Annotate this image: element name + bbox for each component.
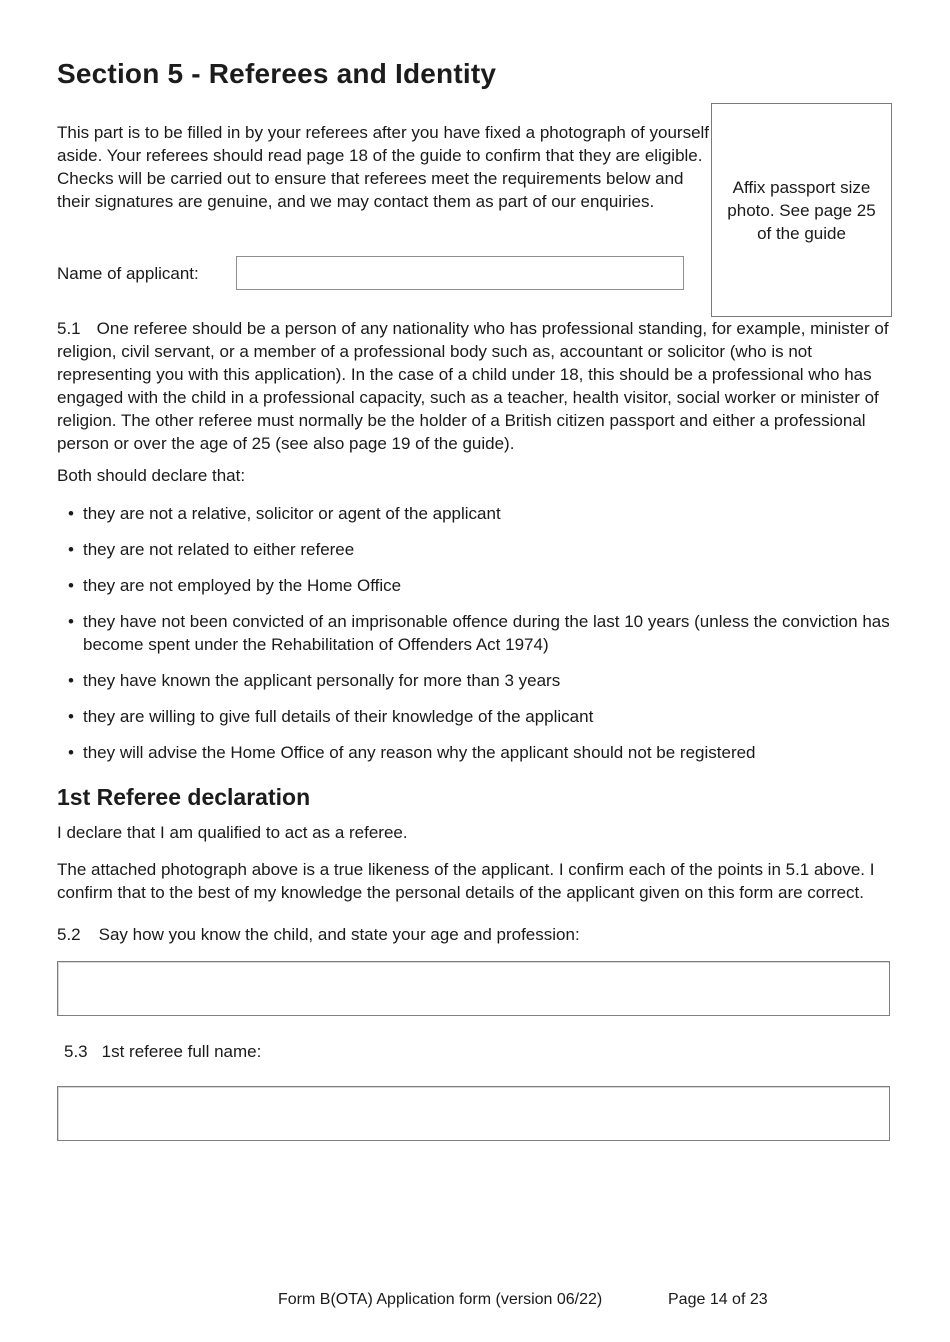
declaration-line-1: I declare that I am qualified to act as a referee. [57, 823, 408, 842]
bullet-item-2 [68, 538, 890, 561]
bullet-text-3: they are not employed by the Home Office [83, 576, 402, 595]
bullet-text-6: they are willing to give full details of their knowledge of the applicant [83, 707, 594, 726]
applicant-name-input[interactable] [236, 256, 684, 290]
photo-placeholder-text: Affix passport size photo. See page 25 of the guide [727, 177, 876, 243]
bullet-item-3 [68, 574, 890, 597]
clause-5-1-text: One referee should be a person of any nationality who has professional standing, for example, minister of religion, civil servant, or a member of a professional body such as, accountant or solicitor (who is not representing you with this application). In the case of a child under 18, this should be a professional who has engaged with the child in a professional capacity, such as a teacher, health visitor, social worker or minister of religion. The other referee must normally be the holder of a British citizen passport and either a professional person or over the age of 25 (see also page 19 of the guide). [57, 319, 889, 453]
question-5-2-text: Say how you know the child, and state your age and profession: [98, 925, 580, 944]
bullet-text-2: they are not related to either referee [83, 540, 355, 559]
question-5-2-input[interactable] [57, 961, 890, 1016]
bullet-text-5: they have known the applicant personally for more than 3 years [83, 671, 561, 690]
bullet-item-5 [68, 669, 890, 692]
applicant-name-label: Name of applicant: [57, 263, 199, 283]
bullet-item-6 [68, 705, 890, 728]
footer-page-number: Page 14 of 23 [668, 1291, 768, 1308]
bullet-text-7: they will advise the Home Office of any reason why the applicant should not be registered [83, 743, 756, 762]
clause-5-1 [57, 317, 890, 455]
bullet-item-7 [68, 741, 890, 764]
footer-form-id: Form B(OTA) Application form (version 06/22) [278, 1291, 603, 1308]
bullet-item-4 [68, 610, 890, 656]
bullet-text-1: they are not a relative, solicitor or agent of the applicant [83, 504, 501, 523]
declaration-line-2: The attached photograph above is a true likeness of the applicant. I confirm each of the points in 5.1 above. I confirm that to the best of my knowledge the personal details of the applicant given on this form are correct. [57, 860, 875, 902]
declaration-bullet-list [57, 502, 890, 764]
referee-declaration-heading: 1st Referee declaration [57, 784, 311, 810]
intro-paragraph: This part is to be filled in by your referees after you have fixed a photograph of yourself aside. Your referees should read page 18 of the guide to confirm that they are eligible. Checks will be carried out to ensure that referees meet the requirements below and their signatures are genuine, and we may contact them as part of our enquiries. [57, 123, 710, 211]
question-5-3-number: 5.3 [64, 1042, 88, 1061]
question-5-2-label [57, 923, 890, 946]
question-5-2-number: 5.2 [57, 925, 81, 944]
clause-5-1-number: 5.1 [57, 319, 81, 338]
question-5-3-text: 1st referee full name: [101, 1042, 262, 1061]
question-5-3-input[interactable] [57, 1086, 890, 1141]
photo-placeholder-box [711, 103, 892, 317]
bullet-text-4: they have not been convicted of an imprisonable offence during the last 10 years (unless the conviction has become spent under the Rehabilitation of Offenders Act 1974) [83, 612, 890, 654]
bullet-item-1 [68, 502, 890, 525]
declare-intro-line: Both should declare that: [57, 466, 246, 485]
question-5-3-label [57, 1040, 890, 1063]
page-title: Section 5 - Referees and Identity [57, 58, 497, 89]
